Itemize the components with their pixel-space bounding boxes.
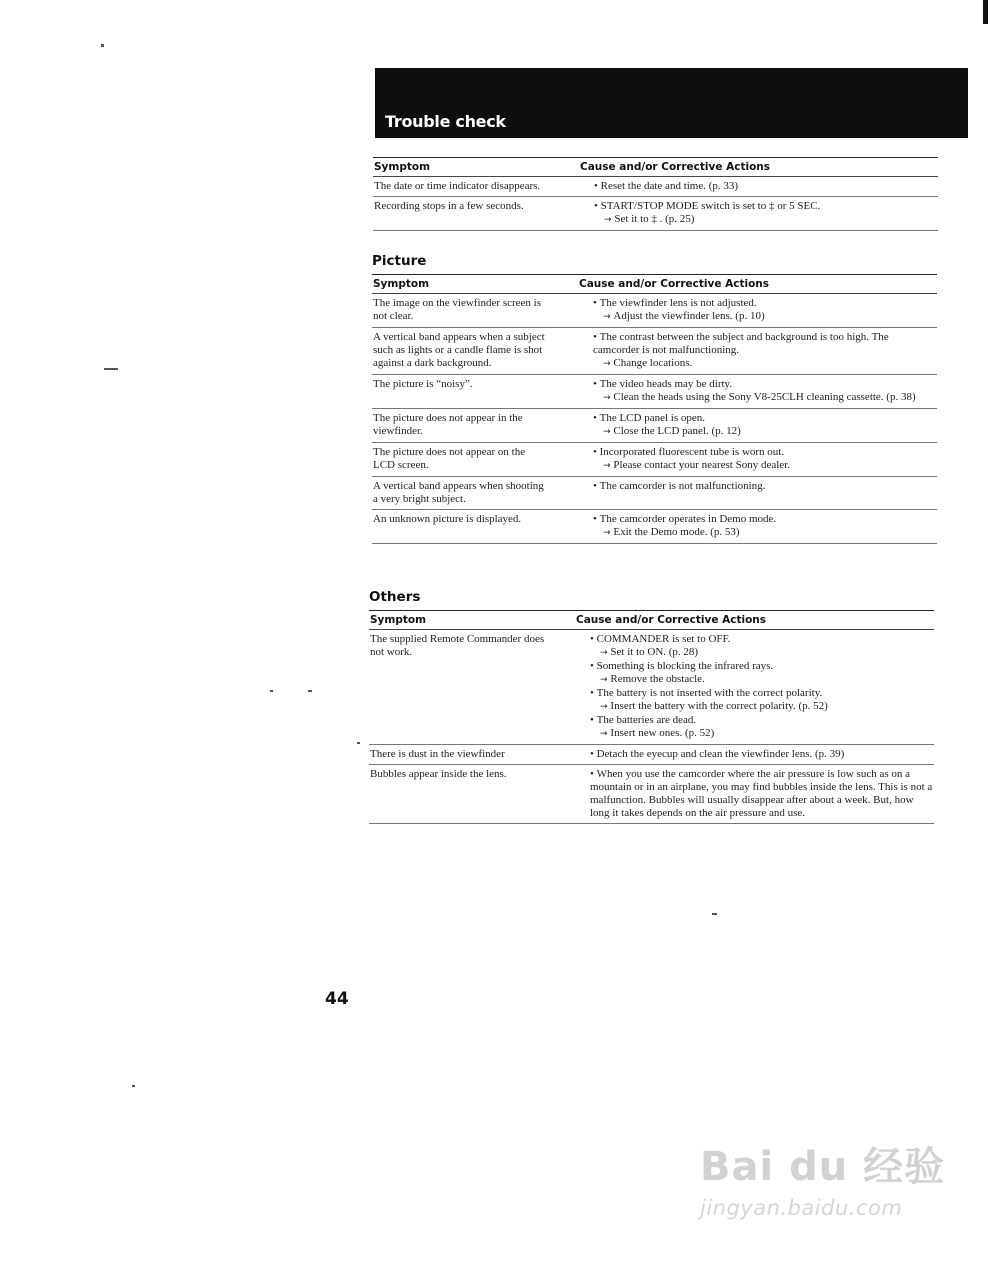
table-row <box>372 328 937 375</box>
scan-speck <box>712 913 717 915</box>
cause-bullet: • The video heads may be dirty. <box>593 378 937 391</box>
symptom-cell: An unknown picture is displayed. <box>373 513 522 525</box>
table-row <box>372 510 937 544</box>
cause-cell <box>579 297 937 324</box>
corrective-action: → Clean the heads using the Sony V8-25CLH cleaning cassette. (p. 38) <box>593 391 937 405</box>
corrective-action: → Change locations. <box>593 357 937 371</box>
cause-cell <box>579 412 937 439</box>
table-body <box>372 294 937 544</box>
table-row <box>372 477 937 510</box>
page-title: Trouble check <box>385 112 506 131</box>
cause-cell <box>579 331 937 371</box>
table-header <box>372 274 937 294</box>
table-row <box>369 765 934 824</box>
corrective-action: → Remove the obstacle. <box>590 673 934 687</box>
section-heading-picture: Picture <box>372 253 427 269</box>
scan-speck <box>104 368 118 370</box>
cause-column-header: Cause and/or Corrective Actions <box>576 614 767 626</box>
symptom-column-header: Symptom <box>374 161 431 173</box>
table-row <box>373 177 938 197</box>
corrective-action: → Insert new ones. (p. 52) <box>590 727 934 741</box>
table-body <box>373 177 938 231</box>
cause-bullet: • START/STOP MODE switch is set to ‡ or 5 SEC. <box>594 200 938 213</box>
cause-bullet: • Something is blocking the infrared rays. <box>590 660 934 673</box>
symptom-column-header: Symptom <box>370 614 427 626</box>
cause-bullet: • The camcorder is not malfunctioning. <box>593 480 937 493</box>
symptom-cell: The image on the viewfinder screen is not clear. <box>373 297 541 322</box>
symptom-cell: A vertical band appears when a subject such as lights or a candle flame is shot against a dark background. <box>373 331 545 369</box>
symptom-cell: The picture does not appear in the viewfinder. <box>373 412 523 437</box>
scan-speck <box>132 1085 135 1087</box>
cause-cell <box>579 513 937 540</box>
watermark <box>700 1135 950 1265</box>
corrective-action: → Set it to ON. (p. 28) <box>590 646 934 660</box>
cause-bullet: • The camcorder operates in Demo mode. <box>593 513 937 526</box>
scan-speck <box>101 44 104 47</box>
symptom-cell: The date or time indicator disappears. <box>374 180 541 192</box>
symptom-column-header: Symptom <box>373 278 430 290</box>
symptom-cell: The supplied Remote Commander does not work. <box>370 633 545 658</box>
symptom-cell: The picture does not appear on the LCD screen. <box>373 446 526 471</box>
troubleshooting-table-others <box>369 588 934 824</box>
scan-speck <box>270 690 273 692</box>
section-heading-others: Others <box>369 589 421 605</box>
table-header <box>369 610 934 630</box>
corrective-action: → Exit the Demo mode. (p. 53) <box>593 526 937 540</box>
cause-bullet: • COMMANDER is set to OFF. <box>590 633 934 646</box>
table-row <box>372 443 937 477</box>
symptom-cell: A vertical band appears when shooting a very bright subject. <box>373 480 544 505</box>
table-row <box>372 409 937 443</box>
symptom-cell: The picture is “noisy”. <box>373 378 473 390</box>
symptom-cell: Recording stops in a few seconds. <box>374 200 524 212</box>
scan-speck <box>357 742 360 744</box>
cause-bullet: • Incorporated fluorescent tube is worn out. <box>593 446 937 459</box>
cause-cell <box>580 200 938 227</box>
cause-bullet: • The batteries are dead. <box>590 714 934 727</box>
cause-cell <box>579 378 937 405</box>
table-row <box>373 197 938 231</box>
corrective-action: → Set it to ‡ . (p. 25) <box>594 213 938 227</box>
table-row <box>372 294 937 328</box>
corrective-action: → Close the LCD panel. (p. 12) <box>593 425 937 439</box>
cause-column-header: Cause and/or Corrective Actions <box>579 278 770 290</box>
cause-cell <box>576 748 934 761</box>
cause-bullet: • The LCD panel is open. <box>593 412 937 425</box>
cause-cell <box>579 480 937 506</box>
table-row <box>372 375 937 409</box>
section-banner <box>375 68 968 138</box>
cause-column-header: Cause and/or Corrective Actions <box>580 161 771 173</box>
corrective-action: → Please contact your nearest Sony dealer. <box>593 459 937 473</box>
troubleshooting-table-general <box>373 157 938 231</box>
cause-cell <box>576 633 934 741</box>
cause-bullet: • The contrast between the subject and background is too high. The camcorder is not malfunctioning. <box>593 331 937 357</box>
symptom-cell: There is dust in the viewfinder <box>370 748 505 760</box>
table-header <box>373 157 938 177</box>
table-body <box>369 630 934 824</box>
troubleshooting-table-picture <box>372 252 937 544</box>
watermark-url: jingyan.baidu.com <box>700 1196 903 1220</box>
cause-cell <box>580 180 938 193</box>
cause-bullet: • The battery is not inserted with the correct polarity. <box>590 687 934 700</box>
cause-cell <box>576 768 934 820</box>
corrective-action: → Insert the battery with the correct polarity. (p. 52) <box>590 700 934 714</box>
corrective-action: → Adjust the viewfinder lens. (p. 10) <box>593 310 937 324</box>
page-number: 44 <box>325 989 349 1009</box>
cause-bullet: • The viewfinder lens is not adjusted. <box>593 297 937 310</box>
symptom-cell: Bubbles appear inside the lens. <box>370 768 507 780</box>
page-edge-mark <box>983 0 988 24</box>
scan-speck <box>308 690 312 692</box>
cause-bullet: • Detach the eyecup and clean the viewfinder lens. (p. 39) <box>590 748 934 761</box>
watermark-logo: Bai du 经验 <box>700 1144 946 1190</box>
cause-cell <box>579 446 937 473</box>
cause-bullet: • Reset the date and time. (p. 33) <box>594 180 938 193</box>
table-row <box>369 745 934 765</box>
cause-bullet: • When you use the camcorder where the air pressure is low such as on a mountain or in an airplane, you may find bubbles inside the lens. This is not a malfunction. Bubbles will usually disappear after about a week. But, how long it takes depends on the air pressure and use. <box>590 768 934 820</box>
table-row <box>369 630 934 745</box>
